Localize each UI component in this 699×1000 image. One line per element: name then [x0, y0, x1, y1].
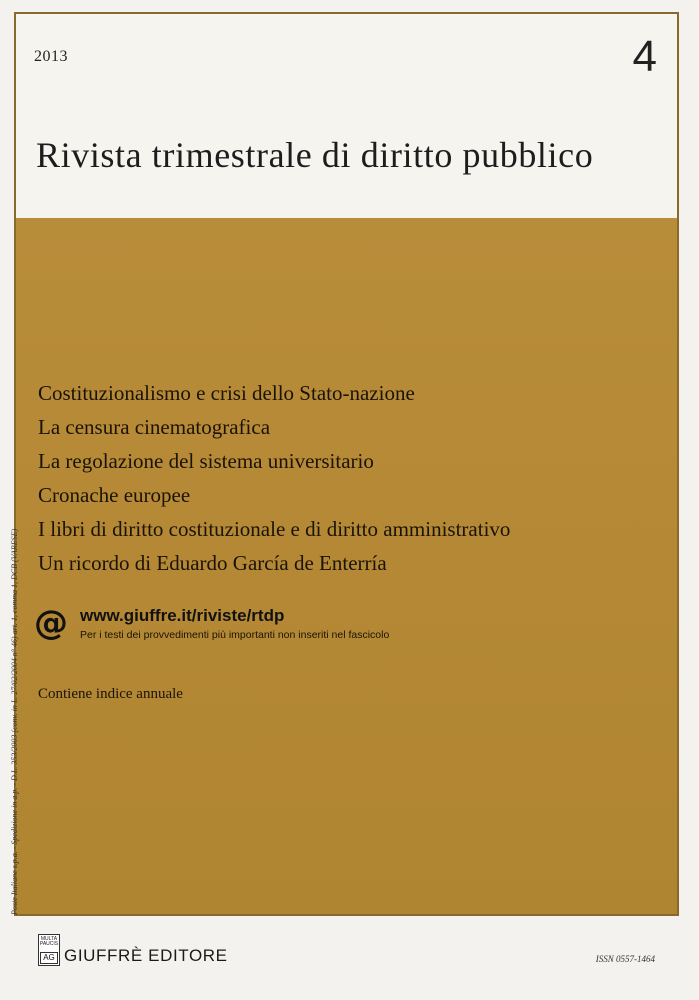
topic-item: Un ricordo di Eduardo García de Enterría: [38, 551, 387, 575]
at-sign-icon: @: [34, 603, 68, 643]
website-link[interactable]: www.giuffre.it/riviste/rtdp: [80, 606, 285, 625]
topic-item: La regolazione del sistema universitario: [38, 449, 374, 473]
topic-item: La censura cinematografica: [38, 415, 271, 439]
logo-motto: MULTA PAUCIS: [39, 936, 59, 947]
annual-index-note: Contiene indice annuale: [38, 686, 183, 702]
year: 2013: [34, 48, 68, 65]
website-note: Per i testi dei provvedimenti più importanti non inseriti nel fascicolo: [80, 629, 390, 641]
topic-item: I libri di diritto costituzionale e di diritto amministrativo: [38, 517, 511, 541]
topic-list: [38, 376, 510, 580]
topic-item: Cronache europee: [38, 483, 191, 507]
publisher-logo: [38, 934, 60, 966]
cover-frame: [14, 12, 679, 916]
title-band: [16, 14, 677, 218]
footer: [0, 916, 699, 1000]
journal-title: Rivista trimestrale di diritto pubblico: [36, 135, 594, 175]
issn: ISSN 0557-1464: [595, 954, 655, 964]
publisher-name: GIUFFRÈ EDITORE: [64, 946, 228, 965]
postal-legal-notice: Poste Italiane s.p.a. - Spedizione in a.p. - D.L. 353/2003 (conv. in L. 27/02/2004 n° 46) art. 1, comma 1, DCB (VARESE): [10, 528, 19, 915]
logo-initials: AG: [40, 952, 58, 964]
topic-item: Costituzionalismo e crisi dello Stato-nazione: [38, 381, 415, 405]
issue-number: 4: [632, 32, 657, 81]
